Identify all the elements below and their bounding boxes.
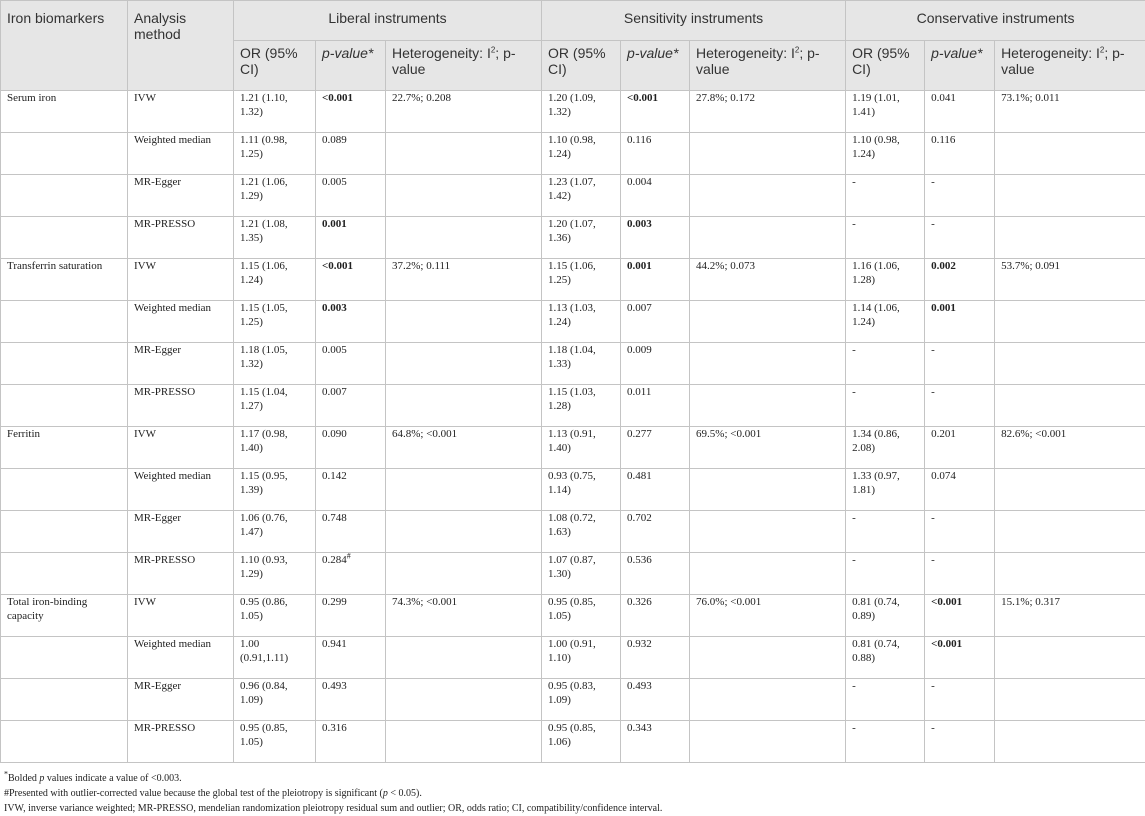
biomarker-cell xyxy=(1,385,128,427)
or-ci-cell: 1.10 (0.93, 1.29) xyxy=(234,553,316,595)
p-value-cell: 0.493 xyxy=(621,679,690,721)
or-ci-cell: 1.06 (0.76, 1.47) xyxy=(234,511,316,553)
heterogeneity-cell: 74.3%; <0.001 xyxy=(386,595,542,637)
p-value-cell: 0.089 xyxy=(316,133,386,175)
p-value-cell: 0.702 xyxy=(621,511,690,553)
p-value-cell: 0.142 xyxy=(316,469,386,511)
heterogeneity-cell xyxy=(995,385,1145,427)
heterogeneity-cell xyxy=(690,343,846,385)
p-value-cell: 0.277 xyxy=(621,427,690,469)
method-cell: IVW xyxy=(128,91,234,133)
p-value-cell: 0.005 xyxy=(316,343,386,385)
heterogeneity-cell xyxy=(386,637,542,679)
table-row xyxy=(1,679,1145,721)
or-ci-cell: - xyxy=(846,511,925,553)
biomarker-cell xyxy=(1,301,128,343)
or-ci-cell: - xyxy=(846,553,925,595)
method-cell: MR-Egger xyxy=(128,679,234,721)
heterogeneity-cell xyxy=(995,679,1145,721)
biomarker-cell xyxy=(1,343,128,385)
subheader-or: OR (95% CI) xyxy=(542,41,621,91)
p-value-cell: <0.001 xyxy=(925,595,995,637)
heterogeneity-cell xyxy=(386,301,542,343)
method-cell: Weighted median xyxy=(128,637,234,679)
p-value-cell: 0.493 xyxy=(316,679,386,721)
table-row xyxy=(1,385,1145,427)
p-value-cell: - xyxy=(925,175,995,217)
p-value-cell: 0.316 xyxy=(316,721,386,763)
or-ci-cell: 1.34 (0.86, 2.08) xyxy=(846,427,925,469)
p-value-cell: 0.005 xyxy=(316,175,386,217)
header-analysis-method: Analysis method xyxy=(128,1,234,91)
heterogeneity-cell xyxy=(995,469,1145,511)
biomarker-cell xyxy=(1,553,128,595)
or-ci-cell: 1.15 (1.04, 1.27) xyxy=(234,385,316,427)
method-cell: MR-Egger xyxy=(128,175,234,217)
p-value-cell: 0.003 xyxy=(621,217,690,259)
subheader-heterogeneity: Heterogeneity: $I^2$; p-value xyxy=(386,41,542,91)
p-value-cell: 0.074 xyxy=(925,469,995,511)
or-ci-cell: - xyxy=(846,343,925,385)
heterogeneity-cell xyxy=(386,175,542,217)
p-value-cell: 0.343 xyxy=(621,721,690,763)
heterogeneity-cell xyxy=(690,133,846,175)
heterogeneity-cell: 73.1%; 0.011 xyxy=(995,91,1145,133)
p-value-cell: 0.116 xyxy=(925,133,995,175)
p-value-cell: 0.041 xyxy=(925,91,995,133)
table-row xyxy=(1,721,1145,763)
biomarker-cell xyxy=(1,637,128,679)
method-cell: MR-PRESSO xyxy=(128,553,234,595)
heterogeneity-cell xyxy=(995,511,1145,553)
or-ci-cell: 0.95 (0.85, 1.06) xyxy=(542,721,621,763)
footnote-bold: *Bolded p values indicate a value of <0.003. xyxy=(4,769,182,784)
footnote-outlier: #Presented with outlier-corrected value because the global test of the pleiotropy is significant (p < 0.05). xyxy=(4,788,422,799)
subheader-or: OR (95% CI) xyxy=(846,41,925,91)
p-value-cell: <0.001 xyxy=(316,259,386,301)
or-ci-cell: - xyxy=(846,217,925,259)
method-cell: Weighted median xyxy=(128,469,234,511)
p-value-cell: 0.481 xyxy=(621,469,690,511)
or-ci-cell: 1.15 (0.95, 1.39) xyxy=(234,469,316,511)
p-value-cell: <0.001 xyxy=(316,91,386,133)
heterogeneity-cell: 15.1%; 0.317 xyxy=(995,595,1145,637)
heterogeneity-cell: 22.7%; 0.208 xyxy=(386,91,542,133)
or-ci-cell: 0.81 (0.74, 0.88) xyxy=(846,637,925,679)
or-ci-cell: 1.15 (1.05, 1.25) xyxy=(234,301,316,343)
p-value-cell: 0.299 xyxy=(316,595,386,637)
or-ci-cell: 0.81 (0.74, 0.89) xyxy=(846,595,925,637)
p-value-cell: 0.007 xyxy=(316,385,386,427)
heterogeneity-cell xyxy=(386,217,542,259)
heterogeneity-cell: 82.6%; <0.001 xyxy=(995,427,1145,469)
table-row xyxy=(1,91,1145,133)
p-value-cell: 0.003 xyxy=(316,301,386,343)
biomarker-cell xyxy=(1,469,128,511)
heterogeneity-cell xyxy=(995,217,1145,259)
biomarker-cell xyxy=(1,133,128,175)
or-ci-cell: 0.95 (0.85, 1.05) xyxy=(234,721,316,763)
header-conservative: Conservative instruments xyxy=(846,1,1145,41)
biomarker-cell xyxy=(1,175,128,217)
heterogeneity-cell xyxy=(995,133,1145,175)
method-cell: MR-PRESSO xyxy=(128,721,234,763)
or-ci-cell: 1.10 (0.98, 1.24) xyxy=(542,133,621,175)
p-value-cell: 0.201 xyxy=(925,427,995,469)
heterogeneity-cell: 53.7%; 0.091 xyxy=(995,259,1145,301)
method-cell: MR-PRESSO xyxy=(128,217,234,259)
heterogeneity-cell xyxy=(690,469,846,511)
p-value-cell: 0.536 xyxy=(621,553,690,595)
or-ci-cell: - xyxy=(846,385,925,427)
heterogeneity-cell xyxy=(995,343,1145,385)
biomarker-cell: Serum iron xyxy=(1,91,128,133)
footnotes xyxy=(4,771,1134,816)
heterogeneity-cell xyxy=(690,385,846,427)
p-value-cell: - xyxy=(925,553,995,595)
p-value-cell: - xyxy=(925,721,995,763)
biomarker-cell xyxy=(1,679,128,721)
heterogeneity-cell xyxy=(386,721,542,763)
or-ci-cell: 1.33 (0.97, 1.81) xyxy=(846,469,925,511)
or-ci-cell: 0.95 (0.86, 1.05) xyxy=(234,595,316,637)
or-ci-cell: 1.15 (1.06, 1.25) xyxy=(542,259,621,301)
or-ci-cell: 1.20 (1.09, 1.32) xyxy=(542,91,621,133)
p-value-cell: <0.001 xyxy=(925,637,995,679)
table-row xyxy=(1,553,1145,595)
or-ci-cell: - xyxy=(846,175,925,217)
p-value-cell: 0.326 xyxy=(621,595,690,637)
or-ci-cell: 1.15 (1.06, 1.24) xyxy=(234,259,316,301)
heterogeneity-cell xyxy=(690,679,846,721)
method-cell: MR-Egger xyxy=(128,511,234,553)
or-ci-cell: 1.21 (1.06, 1.29) xyxy=(234,175,316,217)
or-ci-cell: 0.96 (0.84, 1.09) xyxy=(234,679,316,721)
or-ci-cell: 1.13 (1.03, 1.24) xyxy=(542,301,621,343)
or-ci-cell: 1.13 (0.91, 1.40) xyxy=(542,427,621,469)
p-value-cell: 0.007 xyxy=(621,301,690,343)
heterogeneity-cell xyxy=(386,133,542,175)
or-ci-cell: 0.93 (0.75, 1.14) xyxy=(542,469,621,511)
or-ci-cell: 1.16 (1.06, 1.28) xyxy=(846,259,925,301)
header-sensitivity: Sensitivity instruments xyxy=(542,1,846,41)
p-value-cell: 0.001 xyxy=(316,217,386,259)
table-row xyxy=(1,427,1145,469)
table-row xyxy=(1,301,1145,343)
or-ci-cell: 1.20 (1.07, 1.36) xyxy=(542,217,621,259)
heterogeneity-cell: 37.2%; 0.111 xyxy=(386,259,542,301)
or-ci-cell: - xyxy=(846,679,925,721)
heterogeneity-cell xyxy=(386,511,542,553)
p-value-cell: 0.009 xyxy=(621,343,690,385)
header-biomarkers: Iron biomarkers xyxy=(1,1,128,91)
p-value-cell: 0.004 xyxy=(621,175,690,217)
p-value-cell: 0.001 xyxy=(925,301,995,343)
or-ci-cell: - xyxy=(846,721,925,763)
or-ci-cell: 0.95 (0.83, 1.09) xyxy=(542,679,621,721)
p-value-cell: 0.941 xyxy=(316,637,386,679)
or-ci-cell: 1.18 (1.05, 1.32) xyxy=(234,343,316,385)
heterogeneity-cell xyxy=(995,175,1145,217)
subheader-p-value: p-value* xyxy=(621,41,690,91)
footnote-abbreviations: IVW, inverse variance weighted; MR-PRESSO, mendelian randomization pleiotropy residual sum and outlier; OR, odds ratio; CI, compatibility/confidence interval. xyxy=(4,803,663,814)
p-value-cell: 0.116 xyxy=(621,133,690,175)
subheader-heterogeneity: Heterogeneity: $I^2$; p-value xyxy=(690,41,846,91)
heterogeneity-cell xyxy=(386,469,542,511)
heterogeneity-cell xyxy=(386,553,542,595)
method-cell: MR-Egger xyxy=(128,343,234,385)
heterogeneity-cell xyxy=(690,553,846,595)
method-cell: Weighted median xyxy=(128,133,234,175)
heterogeneity-cell: 27.8%; 0.172 xyxy=(690,91,846,133)
heterogeneity-cell xyxy=(690,637,846,679)
heterogeneity-cell: 69.5%; <0.001 xyxy=(690,427,846,469)
or-ci-cell: 1.18 (1.04, 1.33) xyxy=(542,343,621,385)
heterogeneity-cell xyxy=(386,385,542,427)
heterogeneity-cell xyxy=(690,217,846,259)
heterogeneity-cell xyxy=(995,553,1145,595)
or-ci-cell: 1.00 (0.91,1.11) xyxy=(234,637,316,679)
p-value-cell: 0.090 xyxy=(316,427,386,469)
subheader-p-value: p-value* xyxy=(316,41,386,91)
heterogeneity-cell xyxy=(386,343,542,385)
heterogeneity-cell xyxy=(690,301,846,343)
method-cell: IVW xyxy=(128,259,234,301)
or-ci-cell: 1.10 (0.98, 1.24) xyxy=(846,133,925,175)
or-ci-cell: 1.19 (1.01, 1.41) xyxy=(846,91,925,133)
biomarker-cell: Transferrin saturation xyxy=(1,259,128,301)
or-ci-cell: 1.14 (1.06, 1.24) xyxy=(846,301,925,343)
heterogeneity-cell: 64.8%; <0.001 xyxy=(386,427,542,469)
p-value-cell: 0.932 xyxy=(621,637,690,679)
or-ci-cell: 1.11 (0.98, 1.25) xyxy=(234,133,316,175)
or-ci-cell: 1.00 (0.91, 1.10) xyxy=(542,637,621,679)
p-value-cell: - xyxy=(925,385,995,427)
p-value-cell: 0.011 xyxy=(621,385,690,427)
outlier-mark: # xyxy=(346,551,351,561)
heterogeneity-cell xyxy=(690,511,846,553)
table-body xyxy=(1,91,1145,763)
or-ci-cell: 1.07 (0.87, 1.30) xyxy=(542,553,621,595)
or-ci-cell: 1.08 (0.72, 1.63) xyxy=(542,511,621,553)
or-ci-cell: 1.21 (1.08, 1.35) xyxy=(234,217,316,259)
or-ci-cell: 1.17 (0.98, 1.40) xyxy=(234,427,316,469)
or-ci-cell: 1.15 (1.03, 1.28) xyxy=(542,385,621,427)
table-row xyxy=(1,259,1145,301)
p-value-cell: 0.748 xyxy=(316,511,386,553)
biomarker-cell xyxy=(1,511,128,553)
p-value-cell: - xyxy=(925,511,995,553)
method-cell: IVW xyxy=(128,427,234,469)
p-value-cell: - xyxy=(925,217,995,259)
table-row xyxy=(1,133,1145,175)
subheader-heterogeneity: Heterogeneity: $I^2$; p-value xyxy=(995,41,1145,91)
subheader-or: OR (95% CI) xyxy=(234,41,316,91)
table-row xyxy=(1,175,1145,217)
heterogeneity-cell xyxy=(386,679,542,721)
p-value-cell: - xyxy=(925,679,995,721)
method-cell: MR-PRESSO xyxy=(128,385,234,427)
table-row xyxy=(1,595,1145,637)
header-liberal: Liberal instruments xyxy=(234,1,542,41)
p-value-cell: <0.001 xyxy=(621,91,690,133)
biomarker-cell: Ferritin xyxy=(1,427,128,469)
heterogeneity-cell: 44.2%; 0.073 xyxy=(690,259,846,301)
heterogeneity-cell xyxy=(690,175,846,217)
biomarker-cell xyxy=(1,217,128,259)
table-row xyxy=(1,217,1145,259)
heterogeneity-cell: 76.0%; <0.001 xyxy=(690,595,846,637)
method-cell: IVW xyxy=(128,595,234,637)
subheader-p-value: p-value* xyxy=(925,41,995,91)
table-row xyxy=(1,637,1145,679)
p-value-cell: 0.002 xyxy=(925,259,995,301)
or-ci-cell: 1.21 (1.10, 1.32) xyxy=(234,91,316,133)
table-row xyxy=(1,343,1145,385)
table-row xyxy=(1,469,1145,511)
biomarker-cell xyxy=(1,721,128,763)
heterogeneity-cell xyxy=(995,637,1145,679)
table-row xyxy=(1,511,1145,553)
biomarker-cell: Total iron-binding capacity xyxy=(1,595,128,637)
or-ci-cell: 0.95 (0.85, 1.05) xyxy=(542,595,621,637)
heterogeneity-cell xyxy=(995,721,1145,763)
heterogeneity-cell xyxy=(995,301,1145,343)
or-ci-cell: 1.23 (1.07, 1.42) xyxy=(542,175,621,217)
p-value-cell: 0.001 xyxy=(621,259,690,301)
p-value-cell: 0.284# xyxy=(316,553,386,595)
p-value-cell: - xyxy=(925,343,995,385)
heterogeneity-cell xyxy=(690,721,846,763)
method-cell: Weighted median xyxy=(128,301,234,343)
